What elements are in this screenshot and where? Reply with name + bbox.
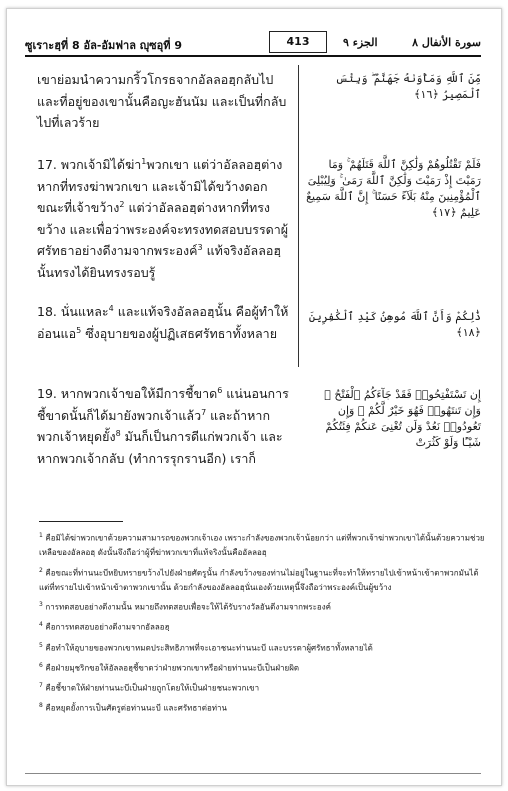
footnote [39,679,485,696]
verse-arabic-19: إِن تَسْتَفْتِحُوا۟ فَقَدْ جَآءَكُمُ ٱلْفَتْحُ ۖ وَإِن تَنتَهُوا۟ فَهُوَ خَيْرٌ لَّكُمْ ۖ وَإِن تَعُودُوا۟ نَعُدْ وَلَن تُغْنِىَ عَنكُمْ فِئَتُكُمْ شَيْـًٔا وَلَوْ كَثُرَتْ [324,388,481,449]
footnote-number: 6 [39,661,43,669]
page-header [25,31,481,55]
verse-translation-18 [37,301,289,344]
verse-arabic-17: فَلَمْ تَقْتُلُوهُمْ وَلَٰكِنَّ ٱللَّهَ قَتَلَهُمْ ۚ وَمَا رَمَيْتَ إِذْ رَمَيْتَ وَلَٰكِنَّ ٱللَّهَ رَمَىٰ ۚ وَلِيُبْلِىَ ٱلْمُؤْمِنِينَ مِنْهُ بَلَآءً حَسَنًا ۚ إِنَّ ٱللَّهَ سَمِيعٌ عَلِيمٌ ﴿١٧﴾ [306,158,481,219]
footnote [39,598,485,615]
footnote [39,564,485,596]
footnote-text: การทดสอบอย่างดีงามนั้น หมายถึงทดสอบเพื่อจะให้ได้รับรางวัลอันดีงามจากพระองค์ [45,602,331,612]
verse-text: และถ้าหากพวกเจ้าหยุดยั้ง [37,407,271,444]
footnote-marker: 7 [201,407,207,417]
surah-title-arabic: سورة الأنفال ٨ [412,36,481,49]
footnote-number: 8 [39,702,43,710]
footnote-text: คือมิได้ฆ่าพวกเขาด้วยความสามารถของพวกเจ้าเอง เพราะกำลังของพวกเจ้าน้อยกว่า แต่ที่พวกเจ้าฆ่าพวกเขาได้นั้นด้วยความช่วยเหลือของอัลลอฮฺ ดังนั้นจึงถือว่าผู้ที่ฆ่าพวกเขาที่แท้จริงนั้นคืออัลลอฮฺ [39,533,485,558]
footnote-number: 5 [39,641,43,649]
verse-text: 18. นั่นแหละ [37,304,109,319]
quran-page [6,8,502,786]
verse-translation-16 [37,69,289,134]
header-rule [25,55,481,57]
footnote-rule [39,521,123,522]
verse-text: 17. พวกเจ้ามิได้ฆ่า [37,157,142,172]
footnote-text: คือหยุดยั้งการเป็นศัตรูต่อท่านนะบี และศรัทธาต่อท่าน [45,703,227,713]
verse-text: แท้จริงอัลลอฮฺนั้นทรงได้ยินทรงรอบรู้ [37,243,282,280]
verse-text: มันก็เป็นการดีแก่พวกเจ้า และหากพวกเจ้ากลับ (ทำการรุกรานอีก) เราก็ [37,429,283,466]
footnote-marker: 2 [119,199,125,209]
verse-text: และแท้จริงอัลลอฮฺนั้น คือผู้ทำให้อ่อนแอ [37,304,289,341]
verse-text: ซึ่งอุบายของผู้ปฏิเสธศรัทธาทั้งหลาย [81,325,278,341]
verse-translation-19 [37,383,289,469]
column-divider [298,65,299,367]
footnote [39,659,485,676]
footnote [39,529,485,561]
page-number: 413 [269,31,327,53]
bottom-rule [25,773,481,774]
verse-text: 19. หากพวกเจ้าขอให้มีการชี้ขาด [37,386,218,401]
juz-title-arabic: الجزء ٩ [343,36,378,49]
footnote-text: คือฝ่ายมุชริกขอให้อัลลอฮฺชี้ขาดว่าฝ่ายพวกเขาหรือฝ่ายท่านนะบีเป็นฝ่ายผิด [45,663,300,673]
footnote-marker: 8 [115,428,121,438]
footnote [39,618,485,635]
footnote-number: 7 [39,681,43,689]
footnote-text: คือชี้ขาดให้ฝ่ายท่านนะบีเป็นฝ่ายถูกโดยให้เป็นฝ่ายชนะพวกเขา [45,683,260,693]
footnote [39,699,485,716]
verse-text: แต่ว่าอัลลอฮฺต่างหากที่ทรงขว้าง และเพื่อว่าพระองค์จะทรงทดสอบบรรดาผู้ศรัทธาอย่างดีงามจากพระองค์ [37,200,289,258]
surah-title-thai: ซูเราะฮฺที่ 8 อัล-อัมฟาล ญุซอุที่ 9 [25,39,182,52]
footnote-number: 3 [39,601,43,609]
footnote-text: คือการทดสอบอย่างดีงามจากอัลลอฮฺ [45,623,170,633]
footnote [39,639,485,656]
footnote-text: คือขณะที่ท่านนะบีหยิบทรายขว้างไปยังฝ่ายศัตรูนั้น กำลังขว้างของท่านไม่อยู่ในฐานะที่จะทำให้ทรายไปเข้าหน้าเข้าตาพวกมันได้ แต่ที่ทรายไปเข้าหน้าเข้าตาพวกเขานั้น ด้วยกำลังของอัลลอฮฺนั่นเองด้วยเหตุนี้จึงถือว่าพระองค์เป็นผู้ขว้าง [39,568,479,592]
verse-arabic-18: ذَٰلِكُمْ وَأَنَّ ٱللَّهَ مُوهِنُ كَيْدِ ٱلْكَٰفِرِينَ ﴿١٨﴾ [308,310,481,339]
footnote-text: คือทำให้อุบายของพวกเขาหมดประสิทธิภาพที่จะเอาชนะท่านนะบี และบรรดาผู้ศรัทธาทั้งหลายได้ [45,643,373,653]
verse-arabic-16: مِّنَ ٱللَّهِ وَمَأْوَىٰهُ جَهَنَّمُ ۖ وَبِئْسَ ٱلْمَصِيرُ ﴿١٦﴾ [335,72,481,101]
footnote-number: 4 [39,621,43,629]
footnote-marker: 6 [217,385,223,395]
verse-text: พวกเขา แต่ว่าอัลลอฮฺต่างหากที่ทรงฆ่าพวกเขา และเจ้ามิได้ขว้างดอกขณะที่เจ้าขว้าง [37,157,283,215]
footnote-number: 1 [39,532,43,539]
footnote-number: 2 [39,566,43,574]
footnote-marker: 1 [141,156,147,166]
footnote-marker: 5 [76,325,82,335]
verse-translation-17 [37,154,289,283]
footnotes [39,529,485,719]
verse-text: แน่นอนการชี้ขาดนั้นก็ได้มายังพวกเจ้าแล้ว [37,386,289,423]
verse-text: เขาย่อมนำความกริ้วโกรธจากอัลลอฮฺกลับไป และที่อยู่ของเขานั้นคือญะฮันนัม และเป็นที่กลับไปที่เลวร้าย [37,72,287,130]
footnote-marker: 3 [197,242,203,252]
footnote-marker: 4 [108,303,114,313]
